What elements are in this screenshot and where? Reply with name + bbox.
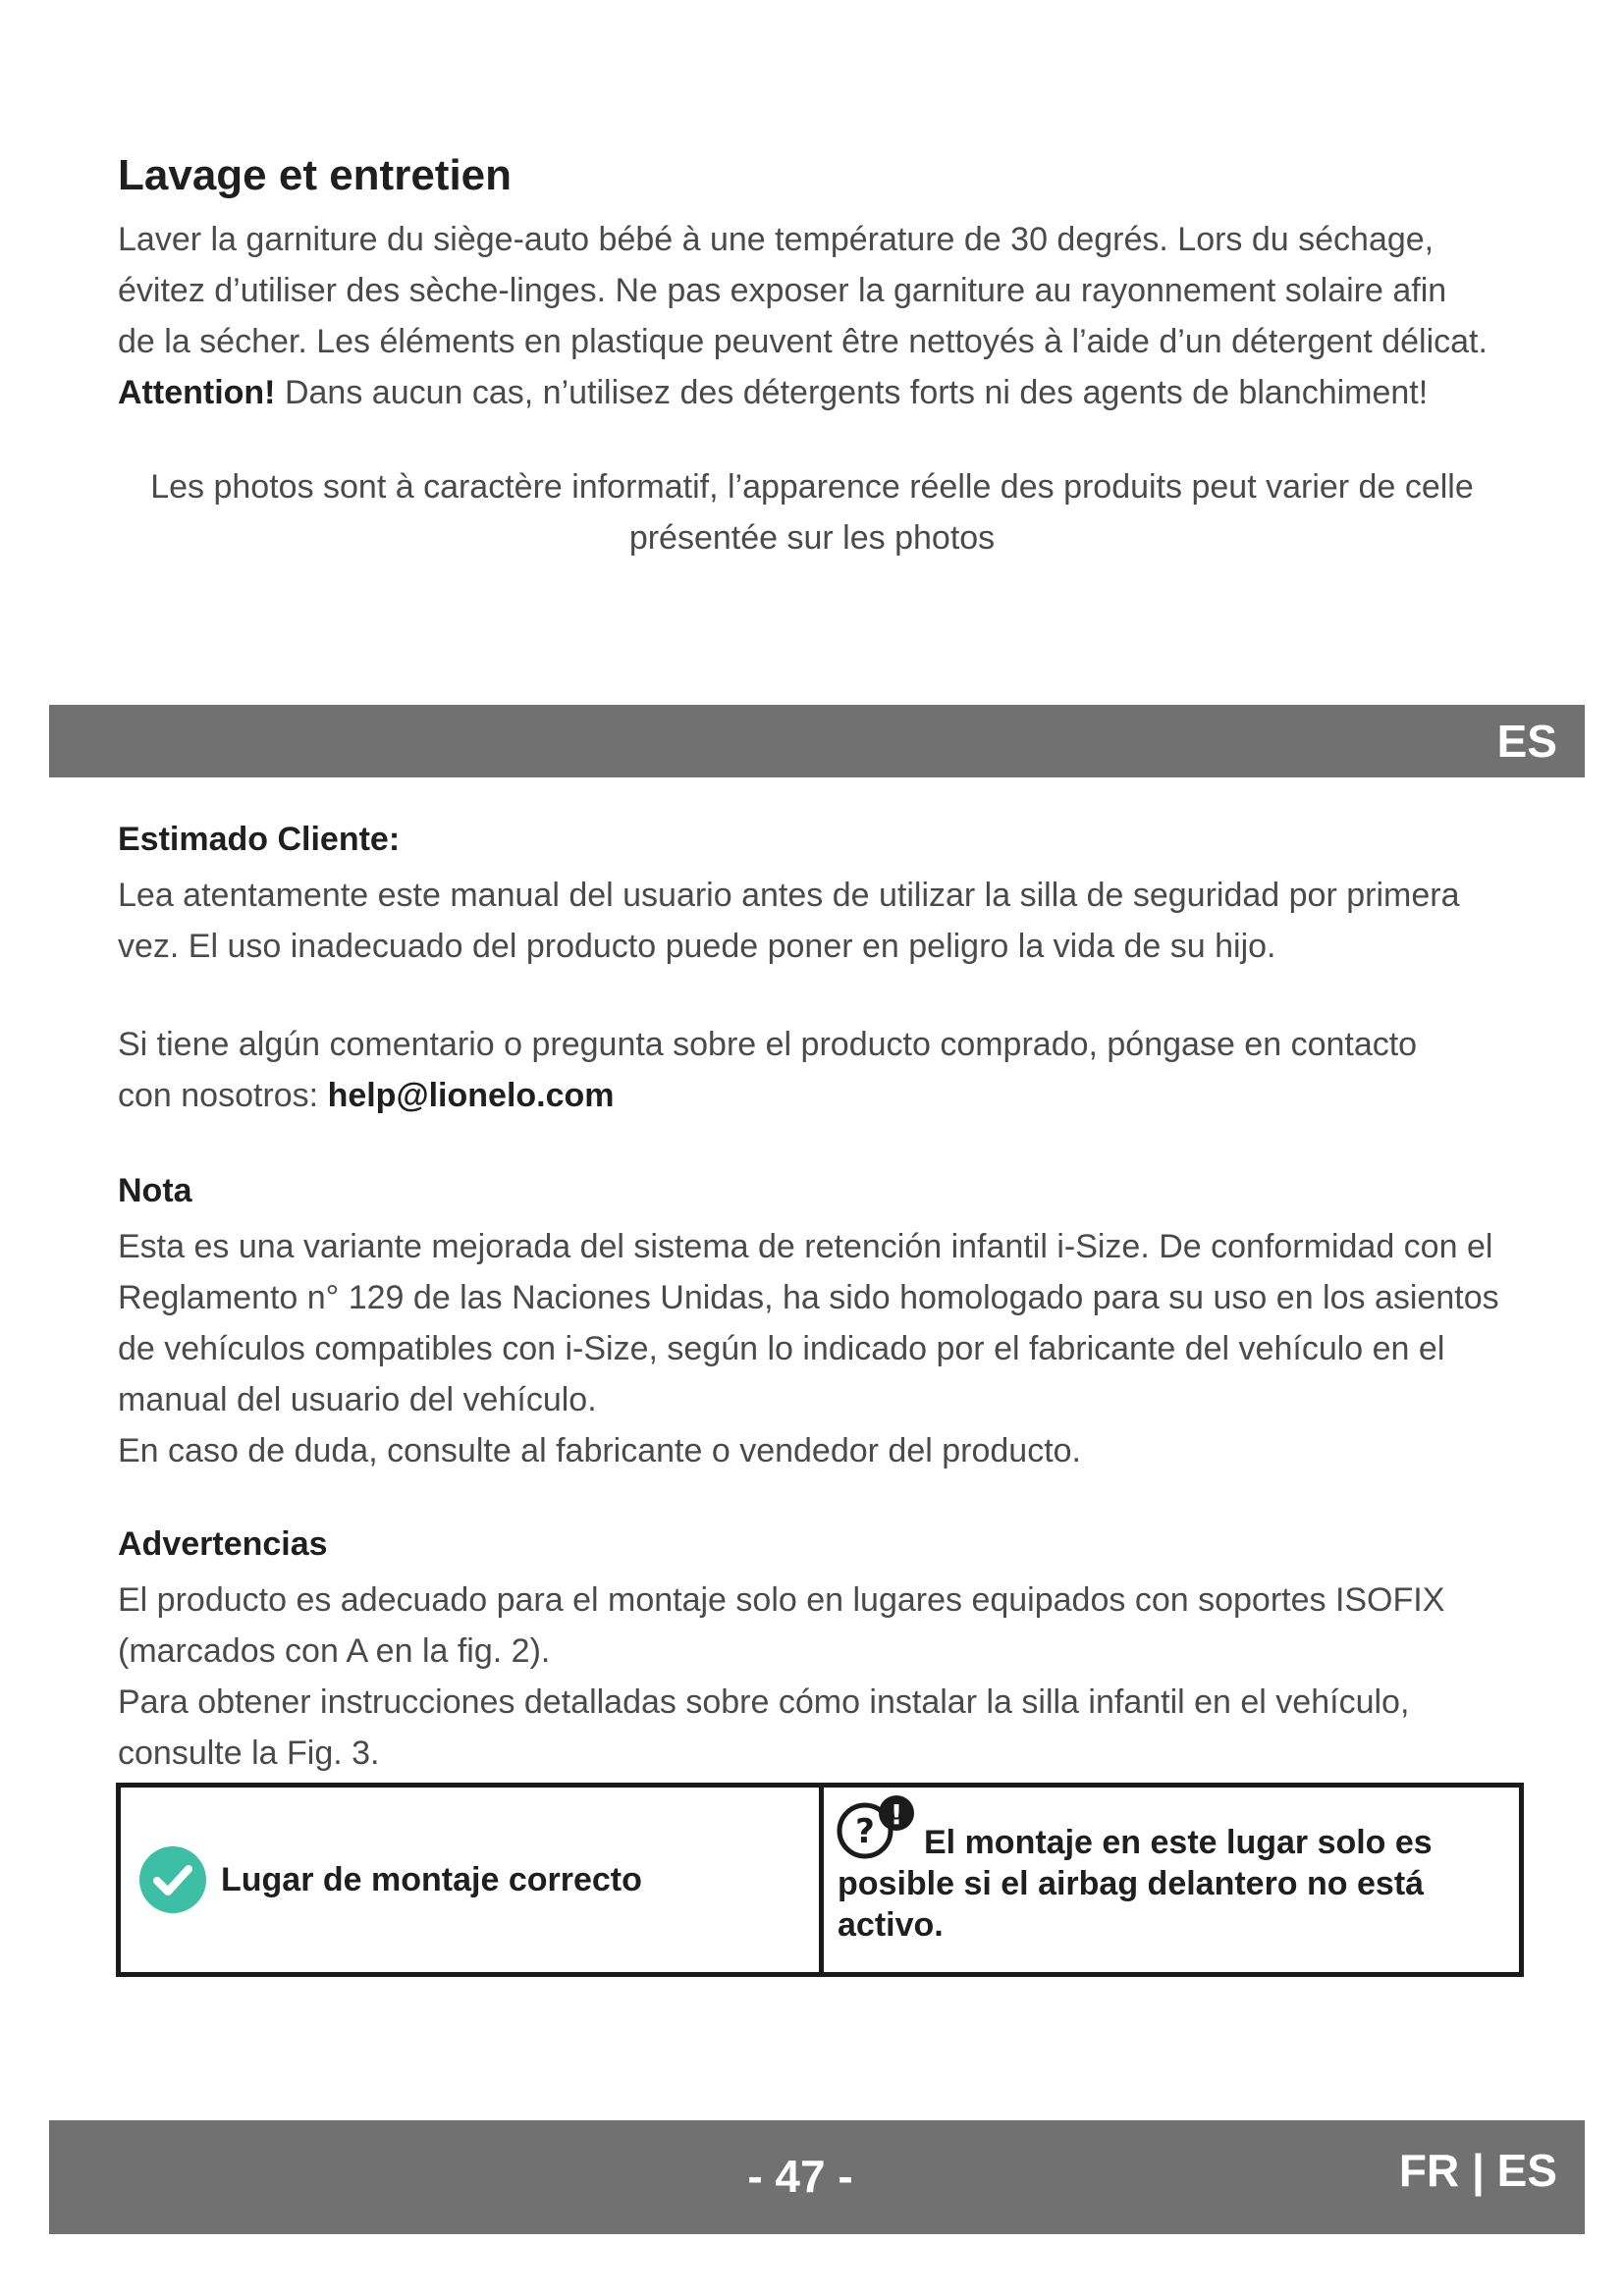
text-line: Si tiene algún comentario o pregunta sobre el producto comprado, póngase en contacto bbox=[118, 1026, 1418, 1063]
text-line: de vehículos compatibles con i-Size, según lo indicado por el fabricante del vehículo en el bbox=[118, 1330, 1445, 1367]
legend-correct-label: Lugar de montaje correcto bbox=[221, 1861, 642, 1898]
question-exclamation-icon bbox=[836, 1793, 918, 1862]
mounting-legend-table bbox=[116, 1783, 1524, 1977]
language-header-bar bbox=[49, 705, 1585, 777]
text-line: vez. El uso inadecuado del producto puede poner en peligro la vida de su hijo. bbox=[118, 928, 1276, 965]
contact-email[interactable]: help@lionelo.com bbox=[327, 1077, 615, 1114]
attention-line bbox=[118, 367, 1591, 418]
text-line: manual del usuario del vehículo. bbox=[118, 1381, 597, 1418]
dear-heading: Estimado Cliente: bbox=[118, 821, 401, 858]
text-line: évitez d’utiliser des sèche-linges. Ne pas exposer la garniture au rayonnement solaire afin bbox=[118, 272, 1447, 309]
text-line: consulte la Fig. 3. bbox=[118, 1735, 380, 1772]
advertencias-heading: Advertencias bbox=[118, 1525, 328, 1563]
dear-paragraph bbox=[118, 870, 1591, 972]
text-line: Laver la garniture du siège-auto bébé à une température de 30 degrés. Lors du séchage, bbox=[118, 221, 1435, 258]
footer-bar bbox=[49, 2120, 1585, 2234]
photo-note bbox=[76, 461, 1548, 563]
text-line: (marcados con A en la fig. 2). bbox=[118, 1632, 551, 1670]
fr-paragraph bbox=[118, 214, 1591, 418]
svg-text:?: ? bbox=[855, 1812, 875, 1851]
legend-cell-correct bbox=[121, 1788, 824, 1972]
nota-heading: Nota bbox=[118, 1172, 192, 1209]
check-circle-icon bbox=[138, 1845, 207, 1914]
text-line: Lea atentamente este manual del usuario antes de utilizar la silla de seguridad por primera bbox=[118, 877, 1460, 914]
attention-text: Dans aucun cas, n’utilisez des détergents forts ni des agents de blanchiment! bbox=[275, 374, 1429, 411]
attention-label: Attention! bbox=[118, 374, 276, 411]
text-line: En caso de duda, consulte al fabricante o vendedor del producto. bbox=[118, 1432, 1082, 1469]
text-line: Les photos sont à caractère informatif, l’apparence réelle des produits peut varier de celle bbox=[150, 468, 1474, 506]
svg-text:!: ! bbox=[890, 1798, 903, 1831]
nota-paragraph bbox=[118, 1221, 1591, 1476]
legend-cell-airbag bbox=[824, 1788, 1519, 1972]
contact-paragraph bbox=[118, 1019, 1591, 1121]
text-line: présentée sur les photos bbox=[628, 519, 996, 557]
text-line: El producto es adecuado para el montaje solo en lugares equipados con soportes ISOFIX bbox=[118, 1581, 1445, 1619]
footer-languages: FR | ES bbox=[1398, 2145, 1557, 2196]
page-number: - 47 - bbox=[747, 2151, 853, 2202]
language-label: ES bbox=[1496, 716, 1557, 767]
text-line: de la sécher. Les éléments en plastique peuvent être nettoyés à l’aide d’un détergent délicat. bbox=[118, 323, 1488, 360]
text-line bbox=[118, 1070, 1591, 1121]
text-line: Esta es una variante mejorada del sistema de retención infantil i-Size. De conformidad con el bbox=[118, 1228, 1493, 1265]
advertencias-paragraph bbox=[118, 1575, 1591, 1779]
fr-heading: Lavage et entretien bbox=[118, 151, 513, 199]
contact-prefix: con nosotros: bbox=[118, 1077, 328, 1114]
text-line: Para obtener instrucciones detalladas sobre cómo instalar la silla infantil en el vehículo, bbox=[118, 1683, 1410, 1721]
text-line: Reglamento n° 129 de las Naciones Unidas, ha sido homologado para su uso en los asientos bbox=[118, 1279, 1499, 1316]
legend-airbag-label: El montaje en este lugar solo es posible si el airbag delantero no está activo. bbox=[838, 1824, 1433, 1944]
